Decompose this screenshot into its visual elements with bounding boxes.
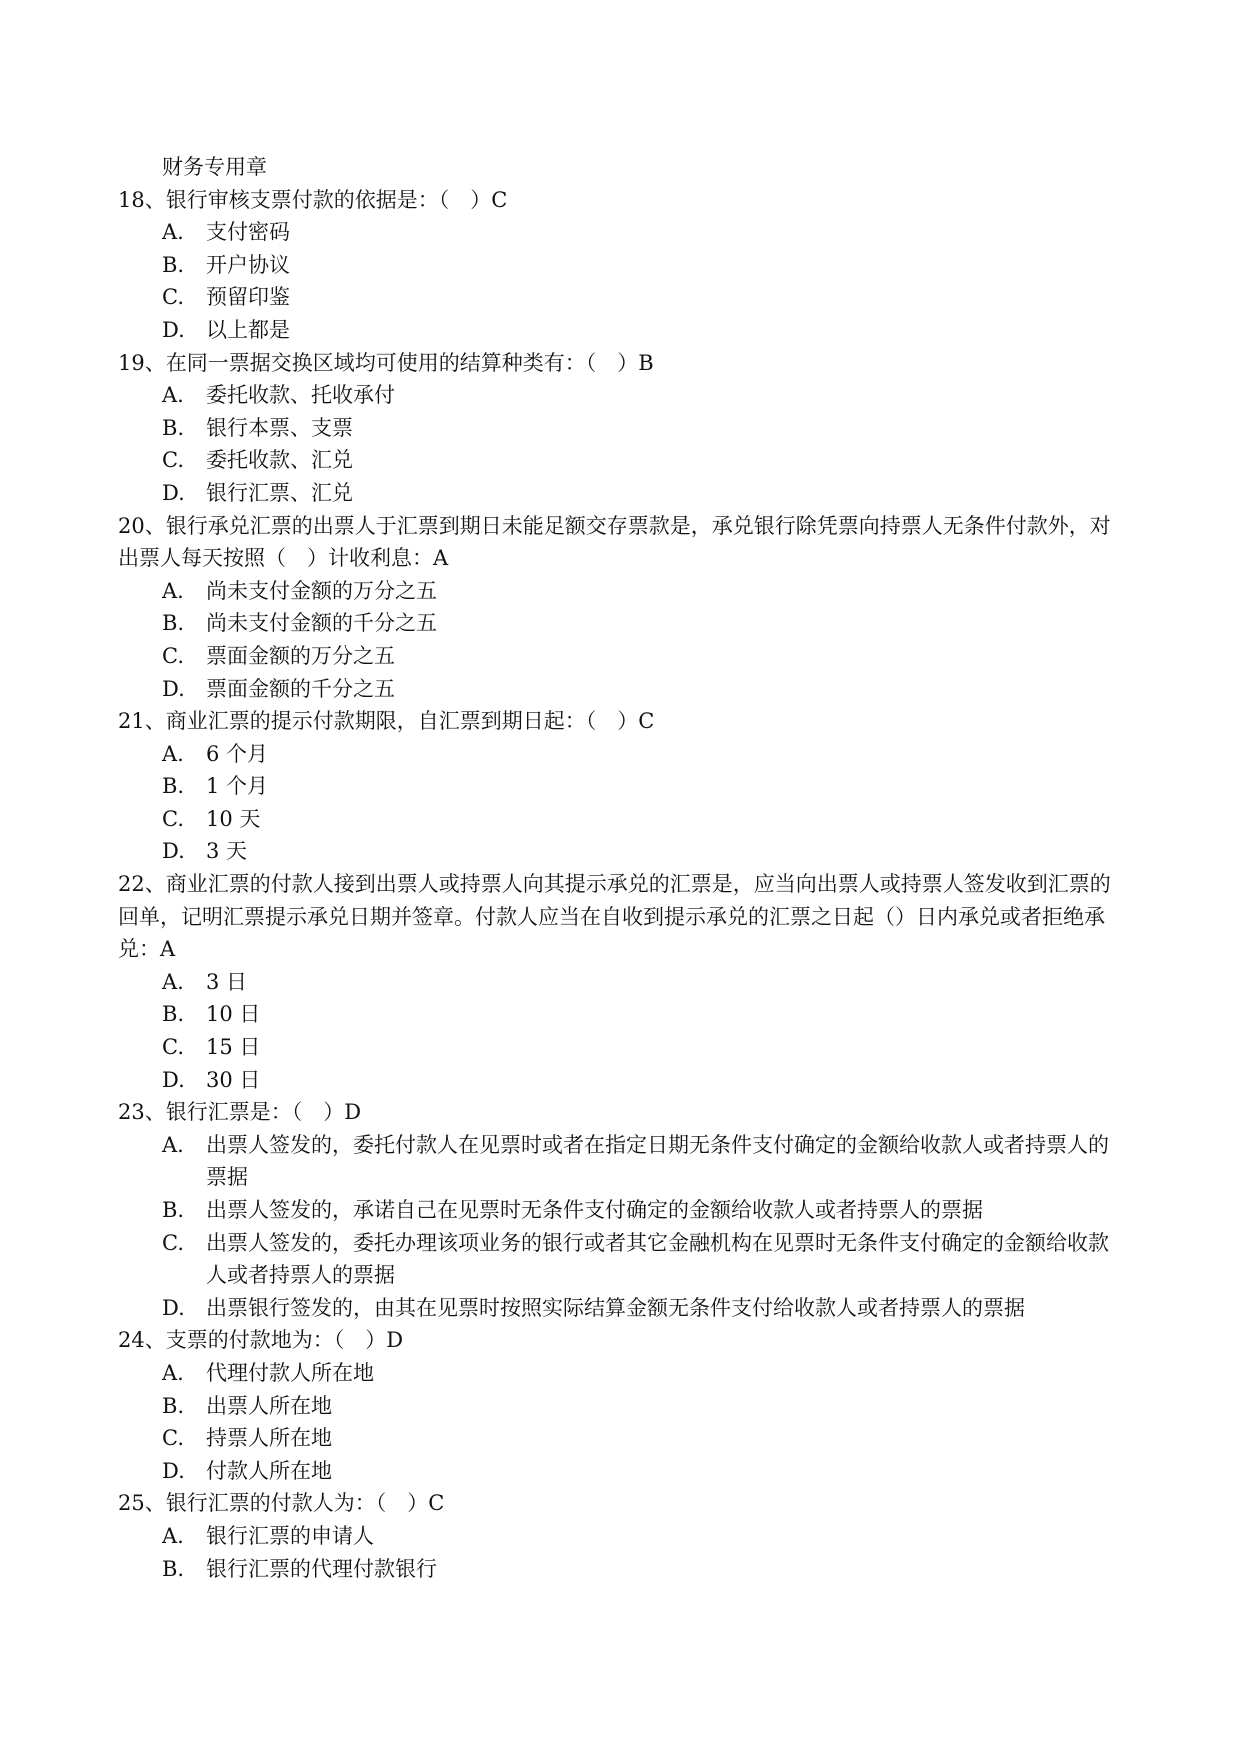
answer-option xyxy=(118,1422,1128,1455)
option-letter: C. xyxy=(162,1426,184,1451)
option-text: 代理付款人所在地 xyxy=(206,1360,374,1385)
option-letter: A. xyxy=(162,220,184,245)
answer-option xyxy=(118,249,1128,282)
answer-option xyxy=(118,1227,1128,1292)
option-text: 开户协议 xyxy=(206,252,290,277)
answer-option xyxy=(118,1520,1128,1553)
answer-option xyxy=(118,575,1128,608)
option-text: 银行本票、支票 xyxy=(206,415,353,440)
question-number: 24、 xyxy=(118,1328,166,1353)
option-text: 30 日 xyxy=(206,1067,261,1092)
question-number: 23、 xyxy=(118,1100,166,1125)
question-block xyxy=(118,1487,1128,1585)
option-letter: C. xyxy=(162,285,184,310)
option-letter: B. xyxy=(162,1556,185,1581)
question-block xyxy=(118,868,1128,1096)
answer-option xyxy=(118,412,1128,445)
question-stem xyxy=(118,705,1128,738)
option-letter: A. xyxy=(162,578,184,603)
option-text: 10 日 xyxy=(206,1002,261,1027)
option-letter: D. xyxy=(162,676,185,701)
option-letter: B. xyxy=(162,611,185,636)
question-text: 商业汇票的提示付款期限，自汇票到期日起：（ ）C xyxy=(165,709,655,734)
option-letter: A. xyxy=(162,1132,184,1157)
answer-option xyxy=(118,1390,1128,1423)
option-letter: C. xyxy=(162,1035,184,1060)
option-text: 出票人签发的，承诺自己在见票时无条件支付确定的金额给收款人或者持票人的票据 xyxy=(206,1198,983,1222)
question-stem xyxy=(118,868,1128,966)
question-block xyxy=(118,510,1128,706)
question-number: 18、 xyxy=(118,187,166,212)
question-text: 银行审核支票付款的依据是：（ ）C xyxy=(165,187,508,212)
option-text: 15 日 xyxy=(206,1035,261,1060)
option-letter: D. xyxy=(162,317,185,342)
option-text: 付款人所在地 xyxy=(206,1458,332,1483)
answer-option xyxy=(118,803,1128,836)
option-text: 银行汇票、汇兑 xyxy=(206,480,353,505)
answer-option xyxy=(118,444,1128,477)
option-text: 10 天 xyxy=(206,806,261,831)
option-text: 尚未支付金额的千分之五 xyxy=(206,611,437,636)
answer-option xyxy=(118,770,1128,803)
option-letter: D. xyxy=(162,1458,185,1483)
question-stem xyxy=(118,1324,1128,1357)
option-letter: A. xyxy=(162,969,184,994)
option-text: 1 个月 xyxy=(206,774,269,799)
question-stem xyxy=(118,1096,1128,1129)
option-letter: D. xyxy=(162,839,185,864)
option-letter: C. xyxy=(162,448,184,473)
answer-option xyxy=(118,673,1128,706)
option-letter: D. xyxy=(162,480,185,505)
option-letter: A. xyxy=(162,383,184,408)
answer-option xyxy=(118,1553,1128,1586)
option-text: 持票人所在地 xyxy=(206,1426,332,1451)
question-stem xyxy=(118,510,1128,575)
question-text: 银行汇票的付款人为：（ ）C xyxy=(165,1491,445,1516)
option-text: 委托收款、托收承付 xyxy=(206,383,395,408)
answer-option xyxy=(118,1194,1128,1227)
question-number: 20、 xyxy=(118,513,166,538)
carryover-text: 财务专用章 xyxy=(162,155,267,179)
option-text: 票面金额的万分之五 xyxy=(206,643,395,668)
answer-option xyxy=(118,281,1128,314)
question-list xyxy=(118,184,1128,1586)
question-block xyxy=(118,184,1128,347)
option-text: 以上都是 xyxy=(206,317,290,342)
answer-option xyxy=(118,966,1128,999)
option-letter: B. xyxy=(162,1198,185,1222)
option-text: 出票银行签发的，由其在见票时按照实际结算金额无条件支付给收款人或者持票人的票据 xyxy=(206,1295,1025,1320)
option-letter: B. xyxy=(162,774,185,799)
question-stem xyxy=(118,184,1128,217)
answer-option xyxy=(118,1357,1128,1390)
answer-option xyxy=(118,379,1128,412)
answer-option xyxy=(118,640,1128,673)
answer-option xyxy=(118,998,1128,1031)
question-stem xyxy=(118,347,1128,380)
option-letter: A. xyxy=(162,1523,184,1548)
option-text: 出票人所在地 xyxy=(206,1393,332,1418)
answer-option xyxy=(118,1455,1128,1488)
question-text: 支票的付款地为：（ ）D xyxy=(165,1328,404,1353)
question-text: 银行汇票是：（ ）D xyxy=(165,1100,362,1125)
question-number: 22、 xyxy=(118,872,166,897)
question-stem xyxy=(118,1487,1128,1520)
answer-option xyxy=(118,1129,1128,1194)
question-block xyxy=(118,705,1128,868)
option-text: 委托收款、汇兑 xyxy=(206,448,353,473)
answer-option xyxy=(118,216,1128,249)
question-number: 19、 xyxy=(118,350,166,375)
question-text: 在同一票据交换区域均可使用的结算种类有：（ ）B xyxy=(165,350,654,375)
option-text: 票面金额的千分之五 xyxy=(206,676,395,701)
question-block xyxy=(118,347,1128,510)
option-text: 预留印鉴 xyxy=(206,285,290,310)
option-letter: C. xyxy=(162,806,184,831)
option-text: 6 个月 xyxy=(206,741,269,766)
question-block xyxy=(118,1096,1128,1324)
option-letter: B. xyxy=(162,1002,185,1027)
option-text: 出票人签发的，委托办理该项业务的银行或者其它金融机构在见票时无条件支付确定的金额给收款人或者持票人的票据 xyxy=(206,1230,1109,1288)
option-text: 出票人签发的，委托付款人在见票时或者在指定日期无条件支付确定的金额给收款人或者持票人的票据 xyxy=(206,1132,1109,1190)
answer-option xyxy=(118,738,1128,771)
option-letter: A. xyxy=(162,741,184,766)
document-body xyxy=(118,151,1128,1585)
option-text: 3 天 xyxy=(206,839,248,864)
option-letter: A. xyxy=(162,1360,184,1385)
option-text: 银行汇票的代理付款银行 xyxy=(206,1556,437,1581)
option-letter: B. xyxy=(162,1393,185,1418)
answer-option xyxy=(118,1031,1128,1064)
answer-option xyxy=(118,477,1128,510)
option-letter: B. xyxy=(162,252,185,277)
question-text: 银行承兑汇票的出票人于汇票到期日未能足额交存票款是，承兑银行除凭票向持票人无条件付款外，对出票人每天按照（ ）计收利息：A xyxy=(118,513,1111,571)
answer-option xyxy=(118,1292,1128,1325)
answer-option xyxy=(118,314,1128,347)
answer-option xyxy=(118,835,1128,868)
option-letter: C. xyxy=(162,1230,184,1255)
option-letter: D. xyxy=(162,1067,185,1092)
option-text: 尚未支付金额的万分之五 xyxy=(206,578,437,603)
option-letter: C. xyxy=(162,643,184,668)
question-block xyxy=(118,1324,1128,1487)
question-text: 商业汇票的付款人接到出票人或持票人向其提示承兑的汇票是，应当向出票人或持票人签发收到汇票的回单，记明汇票提示承兑日期并签章。付款人应当在自收到提示承兑的汇票之日起（）日内承兑或者拒绝承兑：A xyxy=(118,872,1111,962)
option-letter: D. xyxy=(162,1295,185,1320)
option-text: 银行汇票的申请人 xyxy=(206,1523,374,1548)
option-text: 支付密码 xyxy=(206,220,290,245)
question-number: 25、 xyxy=(118,1491,166,1516)
question-number: 21、 xyxy=(118,709,166,734)
option-text: 3 日 xyxy=(206,969,248,994)
option-letter: B. xyxy=(162,415,185,440)
answer-option xyxy=(118,607,1128,640)
answer-option xyxy=(118,1064,1128,1097)
